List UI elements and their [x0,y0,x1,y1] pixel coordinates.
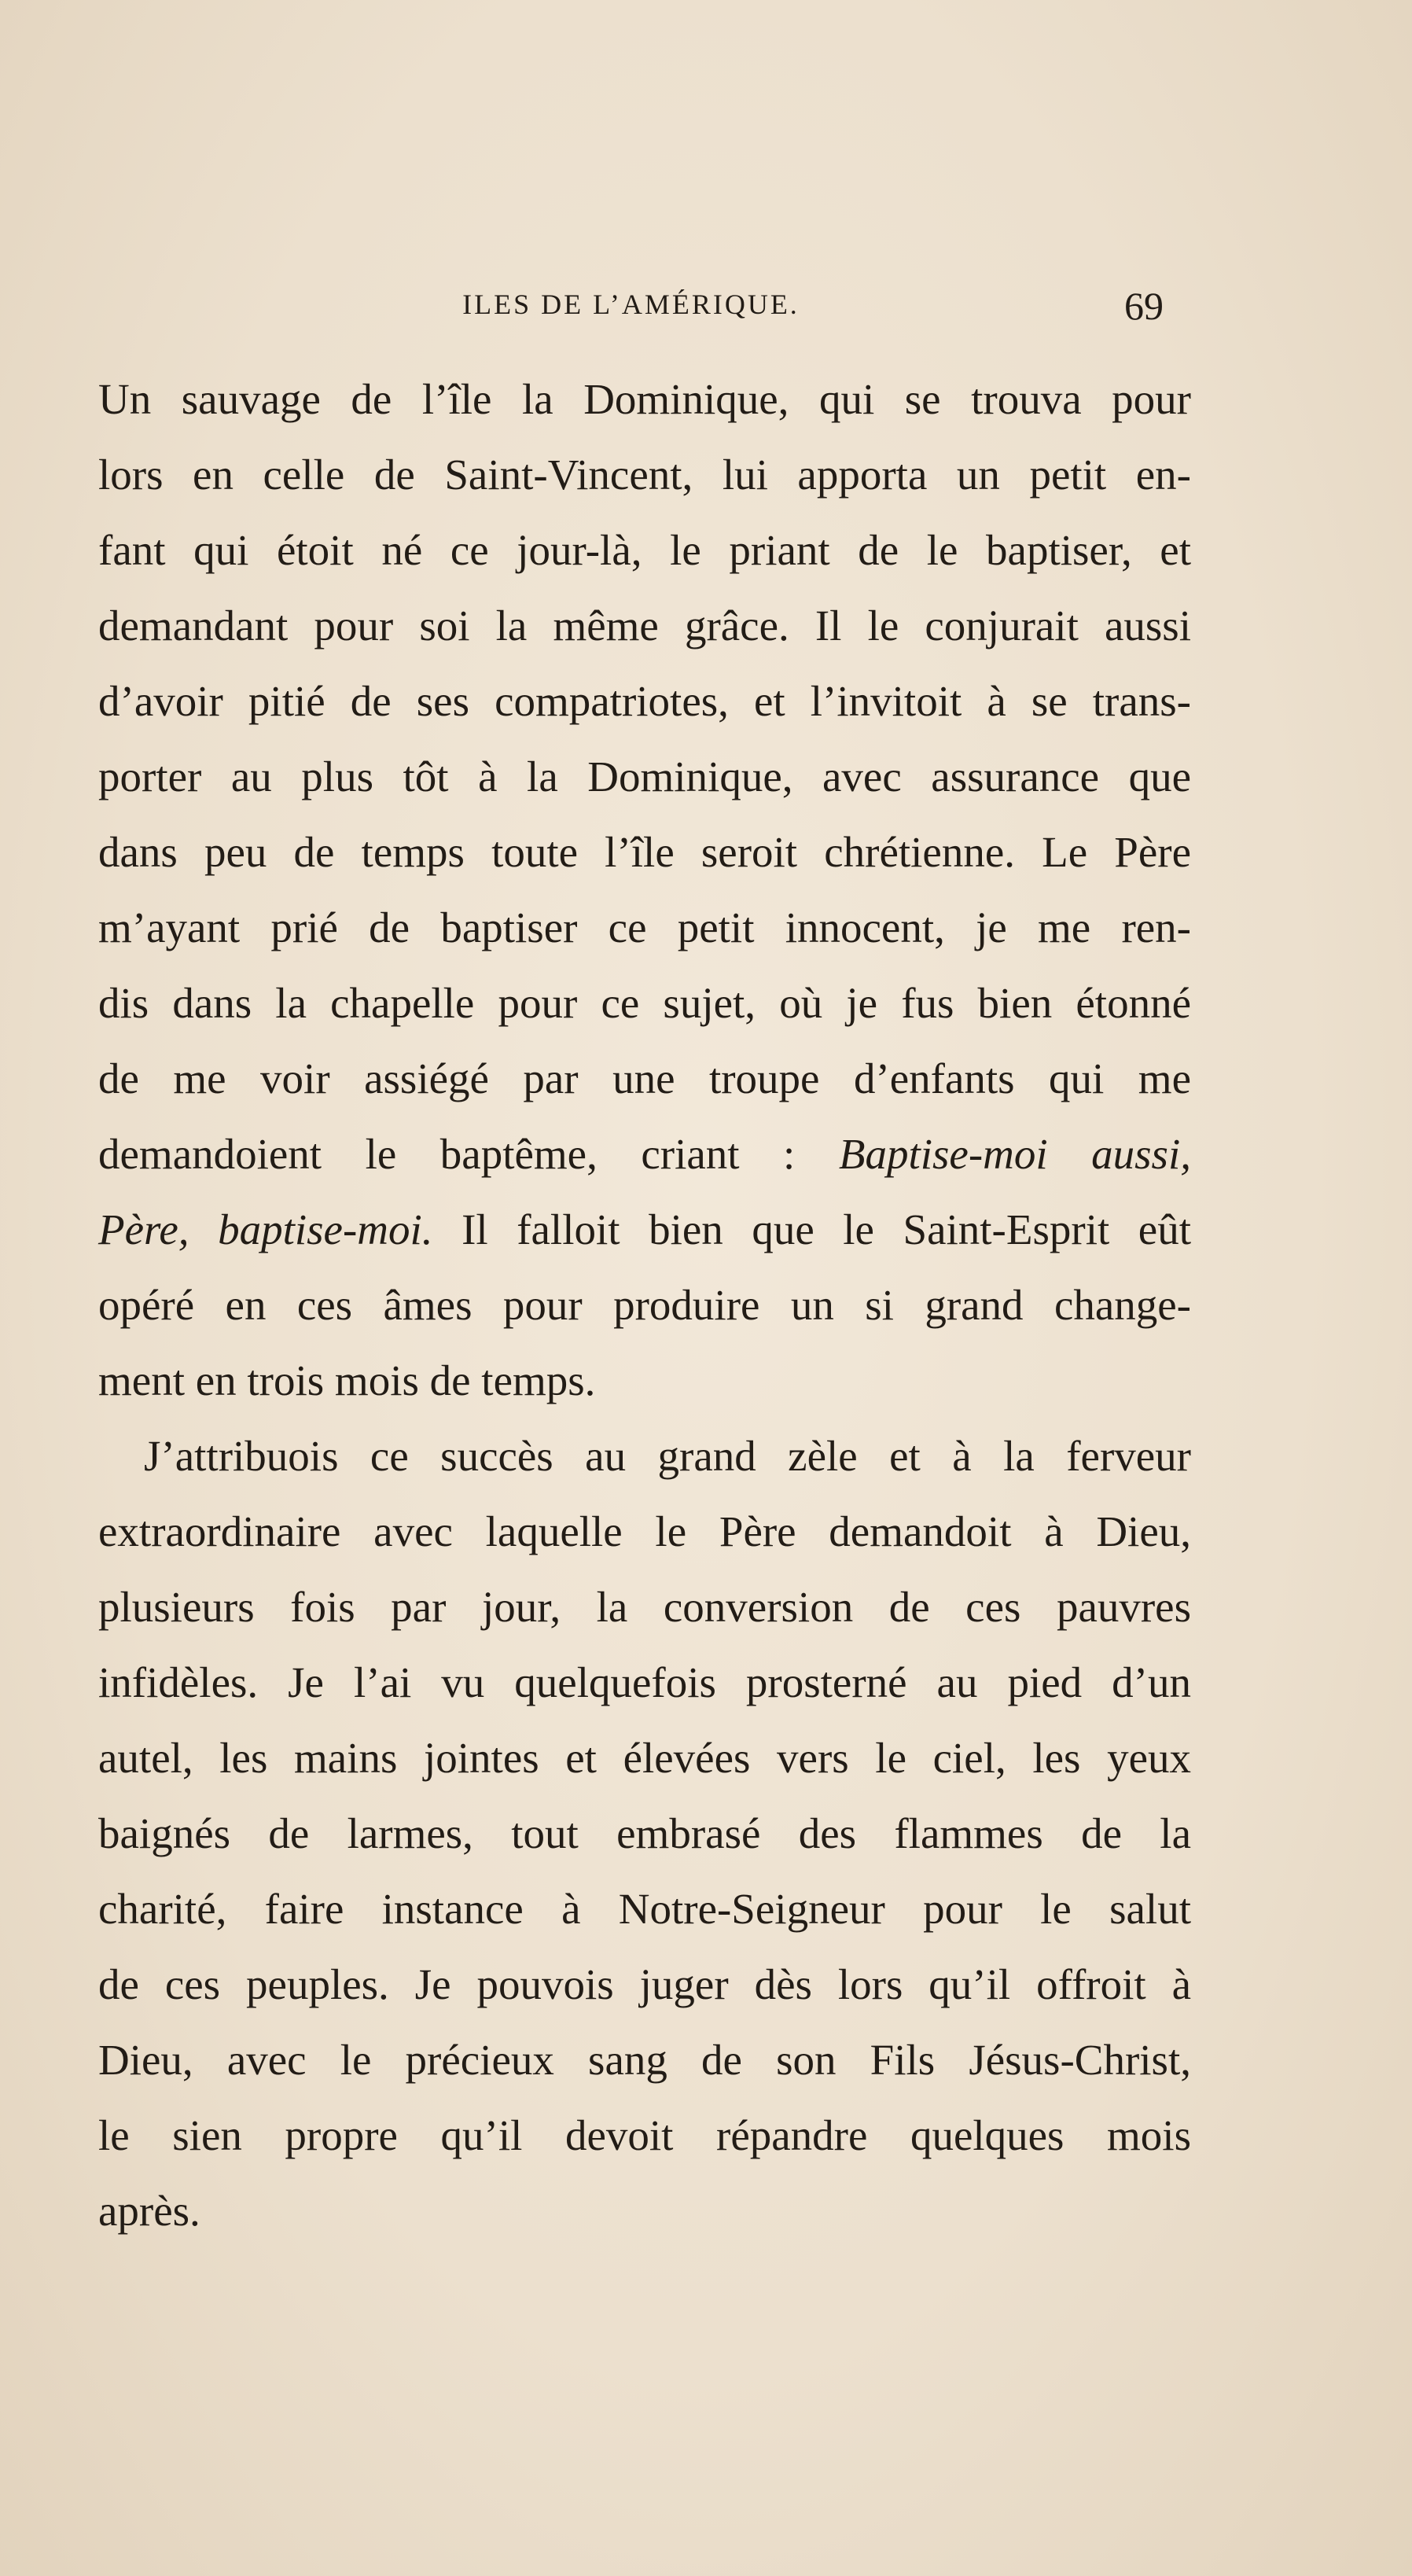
text-line: demandant pour soi la même grâce. Il le conjurait aussi [98,602,1191,650]
text-line [98,1117,1191,1192]
text-line: Un sauvage de l’île la Dominique, qui se trouva pour [98,375,1191,423]
text-line: de me voir assiégé par une troupe d’enfants qui me [98,1054,1191,1102]
text-line: après. [98,2187,200,2235]
italic-quote: Baptise-moi aussi, [838,1130,1191,1178]
text-line: dis dans la chapelle pour ce sujet, où je fus bien étonné [98,979,1191,1027]
text-line: m’ayant prié de baptiser ce petit innocent, je me ren- [98,903,1191,951]
text-line: autel, les mains jointes et élevées vers le ciel, les yeux [98,1734,1191,1782]
text-line: le sien propre qu’il devoit répandre quelques mois [98,2111,1191,2159]
text-line: de ces peuples. Je pouvois juger dès lors qu’il offroit à [98,1960,1191,2008]
text-line: charité, faire instance à Notre-Seigneur pour le salut [98,1885,1191,1933]
text-line: dans peu de temps toute l’île seroit chrétienne. Le Père [98,828,1191,876]
text-line: porter au plus tôt à la Dominique, avec assurance que [98,753,1191,800]
text-line: extraordinaire avec laquelle le Père demandoit à Dieu, [98,1507,1191,1555]
page-header [98,283,1164,330]
page-number: 69 [1124,284,1164,328]
text-line: opéré en ces âmes pour produire un si grand change- [98,1281,1191,1329]
text-line: Dieu, avec le précieux sang de son Fils Jésus-Christ, [98,2036,1191,2084]
italic-quote: Père, baptise-moi. [98,1205,433,1253]
text-line: fant qui étoit né ce jour-là, le priant de le baptiser, et [98,526,1191,574]
text-line: ment en trois mois de temps. [98,1356,596,1404]
text-segment: demandoient le baptême, criant : [98,1130,796,1178]
text-line: baignés de larmes, tout embrasé des flammes de la [98,1809,1191,1857]
text-line: lors en celle de Saint-Vincent, lui apporta un petit en- [98,451,1191,499]
running-title: ILES DE L’AMÉRIQUE. [462,289,800,320]
text-segment: Il falloit bien que le Saint-Esprit eût [461,1205,1191,1253]
text-line: J’attribuois ce succès au grand zèle et à la ferveur [144,1432,1191,1480]
text-line [98,1192,1191,1268]
text-line: infidèles. Je l’ai vu quelquefois prosterné au pied d’un [98,1658,1191,1706]
text-line: plusieurs fois par jour, la conversion de ces pauvres [98,1583,1191,1631]
body-text [98,362,1191,2249]
text-line: d’avoir pitié de ses compatriotes, et l’invitoit à se trans- [98,677,1191,725]
